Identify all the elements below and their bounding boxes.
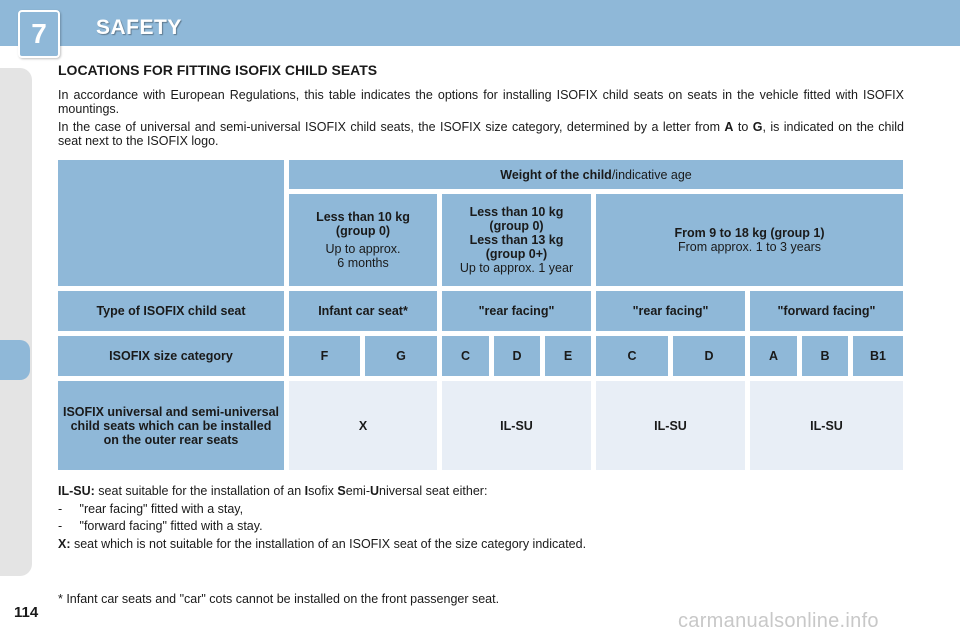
intro-text: [58, 88, 904, 152]
watermark: carmanualsonline.info: [678, 610, 879, 632]
intro-paragraph-2: In the case of universal and semi-universal ISOFIX child seats, the ISOFIX size category, determined by a letter from A to G, is indicated on the child seat next to the ISOFIX logo.: [58, 120, 904, 148]
group0-header: Less than 10 kg (group 0) Up to approx. 6 months: [289, 194, 437, 286]
intro-paragraph-1: In accordance with European Regulations, this table indicates the options for installing ISOFIX child seats on seats in the vehicle fitted with ISOFIX mountings.: [58, 88, 904, 116]
size-cell: D: [673, 336, 745, 376]
side-section-tab: [0, 340, 30, 380]
seats-cell: X: [289, 381, 437, 470]
page-number: 114: [14, 604, 39, 621]
section-heading: LOCATIONS FOR FITTING ISOFIX CHILD SEATS: [58, 62, 378, 78]
type-row-label: Type of ISOFIX child seat: [58, 291, 284, 331]
size-cell: C: [596, 336, 668, 376]
table-legend: [58, 483, 918, 553]
size-cell: C: [442, 336, 489, 376]
type-cell: Infant car seat*: [289, 291, 437, 331]
table-corner-cell: [58, 160, 284, 286]
seats-cell: IL-SU: [596, 381, 745, 470]
legend-bullet: - "rear facing" fitted with a stay,: [58, 501, 244, 516]
weight-header: Weight of the child/indicative age: [289, 160, 903, 189]
legend-x: X: seat which is not suitable for the installation of an ISOFIX seat of the size category indicated.: [58, 536, 587, 551]
size-row-label: ISOFIX size category: [58, 336, 284, 376]
seats-cell: IL-SU: [750, 381, 903, 470]
type-cell: "forward facing": [750, 291, 903, 331]
seats-cell: IL-SU: [442, 381, 591, 470]
type-cell: "rear facing": [596, 291, 745, 331]
type-cell: "rear facing": [442, 291, 591, 331]
legend-bullet: - "forward facing" fitted with a stay.: [58, 519, 263, 533]
group0plus-header: Less than 10 kg (group 0) Less than 13 kg (group 0+) Up to approx. 1 year: [442, 194, 591, 286]
size-cell: E: [545, 336, 591, 376]
group1-header: From 9 to 18 kg (group 1) From approx. 1 to 3 years: [596, 194, 903, 286]
size-cell: B: [802, 336, 848, 376]
asterisk-footnote: * Infant car seats and "car" cots cannot be installed on the front passenger seat.: [58, 592, 500, 606]
size-cell: F: [289, 336, 360, 376]
seats-row-label: ISOFIX universal and semi-universal child seats which can be installed on the outer rear seats: [58, 381, 284, 470]
chapter-number-badge: 7: [18, 10, 60, 58]
size-cell: D: [494, 336, 540, 376]
size-cell: A: [750, 336, 797, 376]
size-cell: G: [365, 336, 437, 376]
side-margin-strip: [0, 68, 32, 576]
size-cell: B1: [853, 336, 903, 376]
legend-ilsu: IL-SU: seat suitable for the installation of an Isofix Semi-Universal seat either:: [58, 484, 488, 498]
chapter-title: SAFETY: [96, 16, 182, 39]
